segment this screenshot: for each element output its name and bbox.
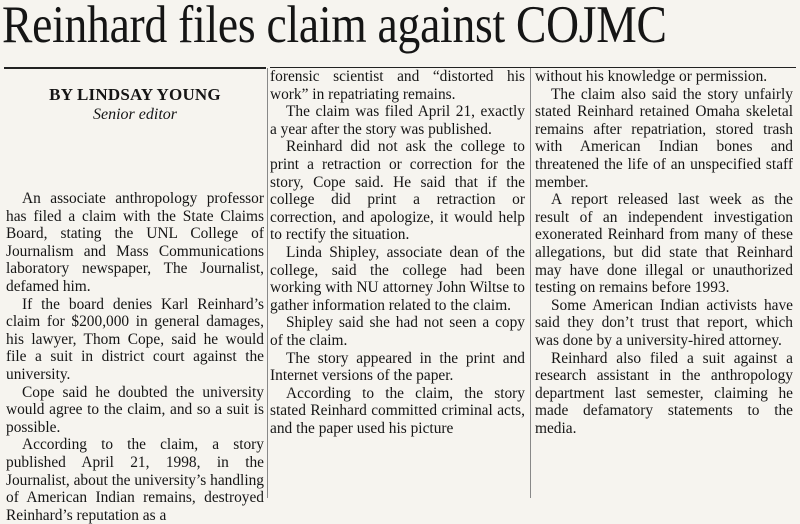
paragraph: Linda Shipley, associate dean of the college, said the college had been working with NU attorney John Wiltse to gather information related to the claim.	[270, 243, 525, 314]
paragraph: Some American Indian activists have said they don’t trust that report, which was done by a university-hired attorney.	[535, 296, 793, 349]
column-3	[535, 68, 793, 437]
column-1	[6, 190, 264, 524]
paragraph: Shipley said she had not seen a copy of the claim.	[270, 314, 525, 349]
paragraph: Reinhard did not ask the college to print a retraction or correction for the story, Cope said. He said that if the college did print a retraction or correction, and apologize, it would help to rectify the situation.	[270, 138, 525, 244]
headline-rule-left	[4, 67, 266, 69]
column-2	[270, 68, 525, 437]
paragraph: without his knowledge or permission.	[535, 68, 768, 85]
paragraph: According to the claim, the story stated Reinhard committed criminal acts, and the paper used his picture	[270, 384, 525, 437]
paragraph: The story appeared in the print and Internet versions of the paper.	[270, 349, 525, 385]
byline-title: Senior editor	[93, 106, 177, 123]
column-divider	[267, 68, 268, 498]
headline: Reinhard files claim against COJMC	[2, 0, 667, 54]
paragraph: Cope said he doubted the university would agree to the claim, and so a suit is possible.	[6, 383, 264, 436]
byline-name: BY LINDSAY YOUNG	[49, 85, 221, 104]
paragraph: The claim also said the story unfairly stated Reinhard retained Omaha skeletal remains after repatriation, stored trash with American Indian bones and threatened the life of an unspecified staff member.	[535, 85, 793, 191]
paragraph: The claim was filed April 21, exactly a year after the story was published.	[270, 103, 525, 138]
paragraph: A report released last week as the result of an independent investigation exonerated Reinhard from many of these allegations, but did state that Reinhard may have done illegal or unauthorized testing on remains before 1993.	[535, 191, 793, 297]
paragraph: Reinhard also filed a suit against a research assistant in the anthropology department last semester, claiming he made defamatory statements to the media.	[535, 349, 793, 437]
byline	[6, 85, 264, 125]
paragraph: According to the claim, a story published April 21, 1998, in the Journalist, about the university’s handling of American Indian remains, destroyed Reinhard’s reputation as a	[6, 436, 264, 524]
paragraph: If the board denies Karl Reinhard’s claim for $200,000 in general damages, his lawyer, Thom Cope, said he would file a suit in district court against the university.	[6, 295, 264, 383]
paragraph: An associate anthropology professor has filed a claim with the State Claims Board, stating the UNL College of Journalism and Mass Communications laboratory newspaper, The Journalist, defamed him.	[6, 190, 264, 295]
paragraph: forensic scientist and “distorted his work” in repatriating remains.	[270, 68, 525, 103]
column-divider	[530, 68, 531, 498]
